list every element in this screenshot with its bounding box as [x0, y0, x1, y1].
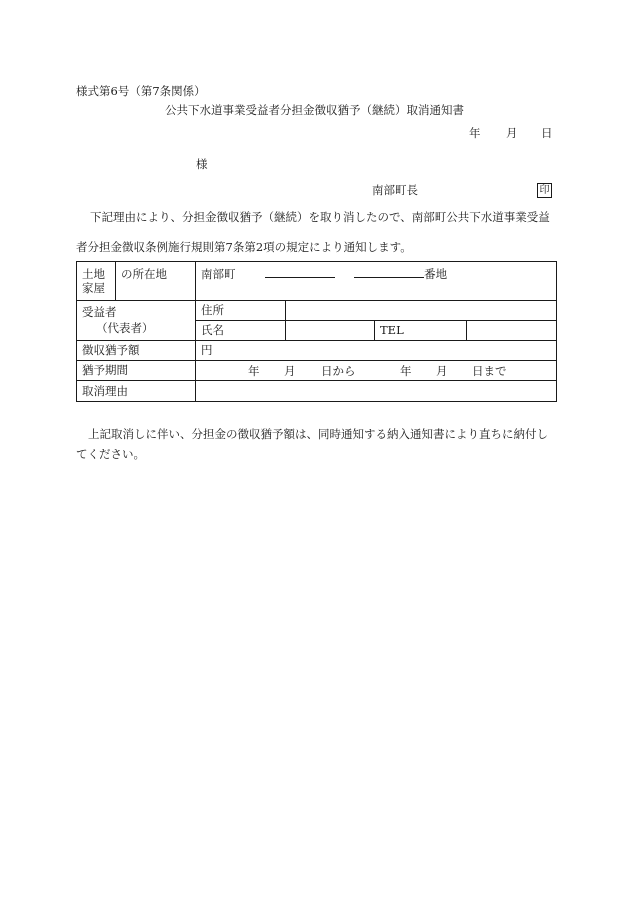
reason-field[interactable]	[196, 381, 557, 402]
location-blank-1[interactable]	[265, 267, 335, 278]
period-from-month: 月	[284, 364, 296, 378]
tel-label: TEL	[375, 321, 467, 341]
period-to-month: 月	[436, 364, 448, 378]
date-day: 日	[541, 126, 553, 140]
table-row-reason	[77, 381, 557, 402]
beneficiary-label-cell	[77, 301, 196, 341]
document-title: 公共下水道事業受益者分担金徴収猶予（継続）取消通知書	[165, 103, 464, 117]
closing-text: 上記取消しに伴い、分担金の徴収猶予額は、同時通知する納入通知書により直ちに納付してください。	[76, 427, 548, 461]
date-month: 月	[506, 126, 518, 140]
yen-unit: 円	[201, 343, 213, 358]
notice-table	[76, 261, 557, 402]
period-from-year: 年	[248, 364, 260, 378]
period-label: 猶予期間	[77, 361, 196, 381]
period-field[interactable]	[196, 361, 557, 381]
amount-field[interactable]	[196, 341, 557, 361]
issuer-name: 南部町長	[372, 183, 418, 197]
location-blank-2[interactable]	[354, 267, 424, 278]
property-type-building: 家屋	[82, 281, 105, 296]
property-type-cell	[77, 262, 116, 301]
addressee-suffix: 様	[196, 157, 208, 171]
body-text-line-1: 下記理由により、分担金徴収猶予（継続）を取り消したので、南部町公共下水道事業受益	[90, 210, 550, 224]
address-field[interactable]	[286, 301, 557, 321]
date-year: 年	[469, 126, 481, 140]
amount-label: 徴収猶予額	[77, 341, 196, 361]
seal-mark: 印	[537, 183, 552, 198]
tel-field[interactable]	[467, 321, 557, 341]
town-name: 南部町	[201, 267, 236, 281]
name-label: 氏名	[196, 321, 286, 341]
reason-label: 取消理由	[77, 381, 196, 402]
table-row-address	[77, 301, 557, 321]
name-field[interactable]	[286, 321, 375, 341]
form-number: 様式第6号（第7条関係）	[76, 84, 206, 98]
location-value-cell[interactable]	[196, 262, 557, 301]
table-row-location	[77, 262, 557, 301]
table-row-period	[77, 361, 557, 381]
address-label: 住所	[196, 301, 286, 321]
location-label: の所在地	[116, 262, 196, 301]
table-row-amount	[77, 341, 557, 361]
period-to-year: 年	[400, 364, 412, 378]
banchi-label: 番地	[424, 267, 448, 281]
period-from-day: 日から	[321, 364, 356, 378]
property-type-land: 土地	[82, 267, 105, 281]
body-text-line-2: 者分担金徴収条例施行規則第7条第2項の規定により通知します。	[76, 240, 412, 254]
beneficiary-label: 受益者	[82, 305, 117, 319]
representative-label: （代表者）	[96, 321, 154, 336]
period-to-day: 日まで	[472, 364, 507, 378]
